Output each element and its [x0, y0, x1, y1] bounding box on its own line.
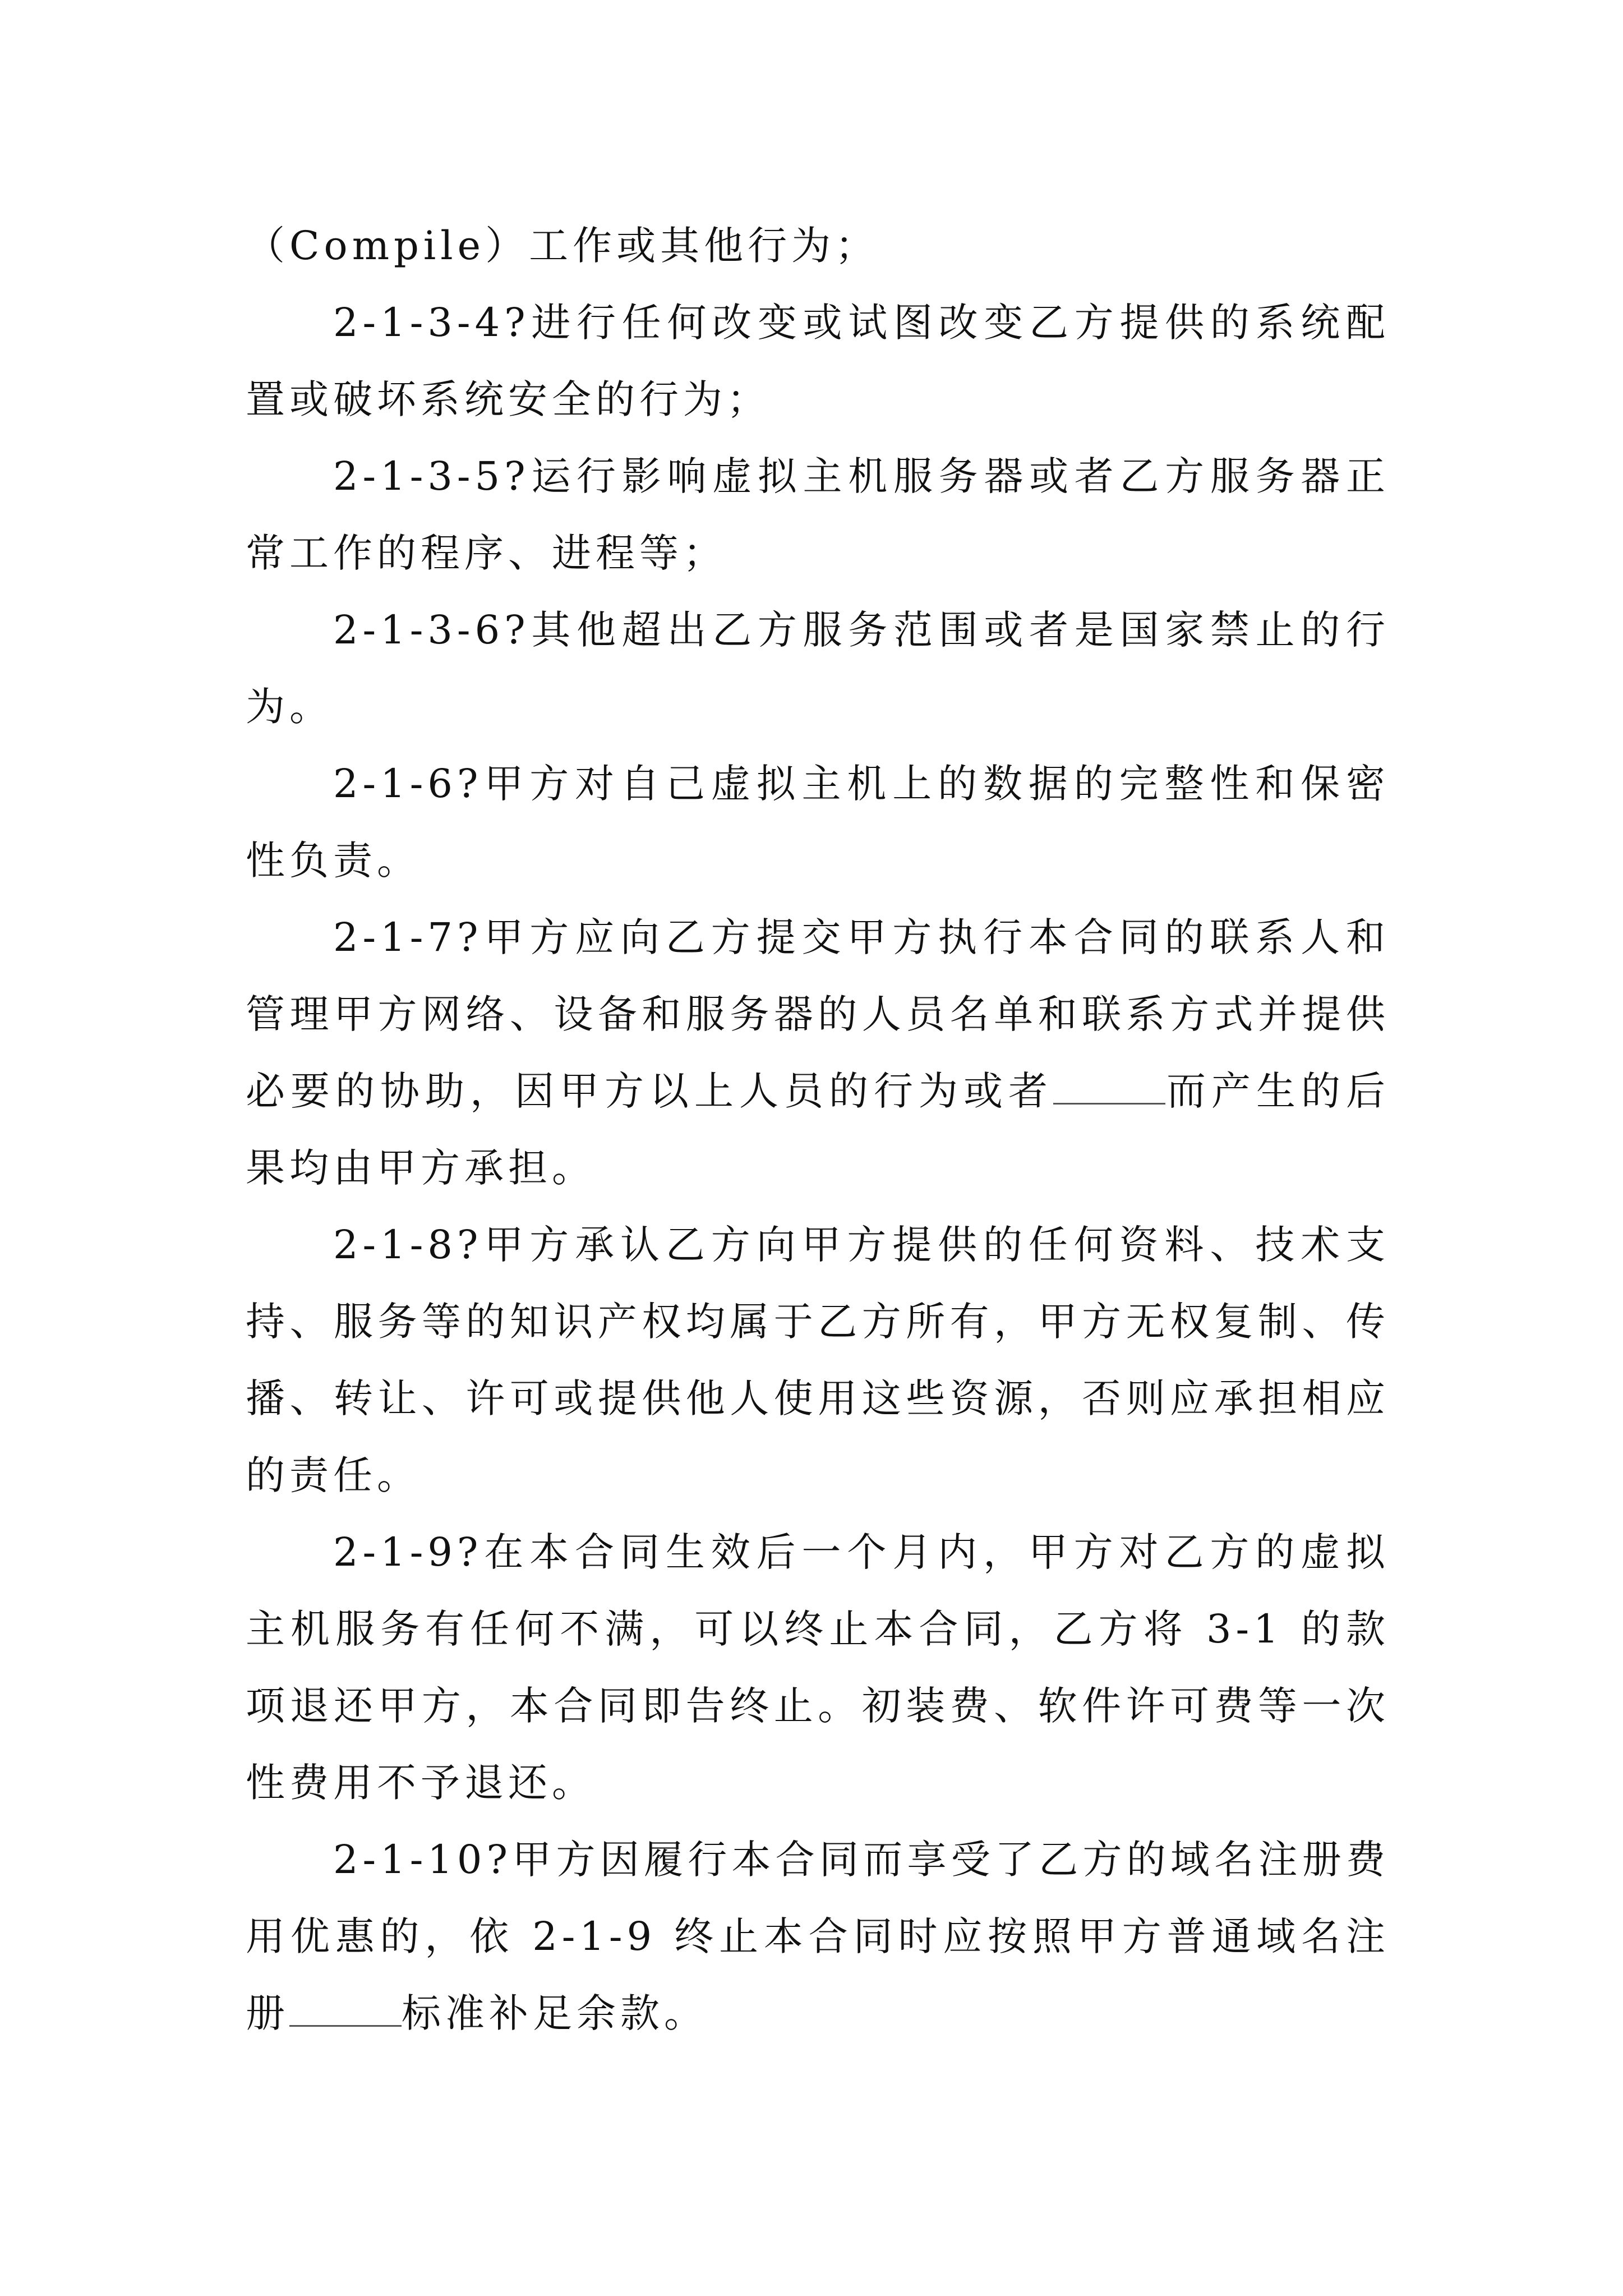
- paragraph-compile-clause: [246, 208, 1390, 284]
- paragraph-text-before-blank: 2-1-7?甲方应向乙方提交甲方执行本合同的联系人和管理甲方网络、设备和服务器的人员名单和联系方式并提供必要的协助，因甲方以上人员的行为或者: [246, 914, 1390, 1114]
- paragraph-2-1-9: [246, 1514, 1390, 1821]
- fill-in-blank: [1053, 1102, 1165, 1105]
- paragraph-2-1-3-5: [246, 438, 1390, 592]
- paragraph-text-after-blank: 标准补足余款。: [402, 1990, 708, 2036]
- document-body: [246, 208, 1390, 2052]
- paragraph-text: 2-1-3-5?运行影响虚拟主机服务器或者乙方服务器正常工作的程序、进程等；: [246, 453, 1390, 576]
- paragraph-text: （Compile）工作或其他行为；: [246, 223, 879, 269]
- paragraph-text: 2-1-8?甲方承认乙方向甲方提供的任何资料、技术支持、服务等的知识产权均属于乙方所有，甲方无权复制、传播、转让、许可或提供他人使用这些资源，否则应承担相应的责任。: [246, 1222, 1390, 1498]
- paragraph-text: 2-1-6?甲方对自己虚拟主机上的数据的完整性和保密性负责。: [246, 761, 1390, 884]
- paragraph-text: 2-1-3-6?其他超出乙方服务范围或者是国家禁止的行为。: [246, 607, 1390, 730]
- paragraph-text: 2-1-9?在本合同生效后一个月内，甲方对乙方的虚拟主机服务有任何不满，可以终止本合同，乙方将 3-1 的款项退还甲方，本合同即告终止。初装费、软件许可费等一次性费用不予退还。: [246, 1529, 1390, 1806]
- paragraph-2-1-3-6: [246, 592, 1390, 746]
- paragraph-2-1-7: [246, 899, 1390, 1207]
- paragraph-text-after-blank: 而产生的后果均由甲方承担。: [246, 1068, 1390, 1191]
- paragraph-2-1-6: [246, 746, 1390, 899]
- paragraph-2-1-10: [246, 1821, 1390, 2052]
- paragraph-text: 2-1-3-4?进行任何改变或试图改变乙方提供的系统配置或破坏系统安全的行为；: [246, 300, 1390, 422]
- paragraph-text-before-blank: 2-1-10?甲方因履行本合同而享受了乙方的域名注册费用优惠的，依 2-1-9 终止本合同时应按照甲方普通域名注册: [246, 1837, 1390, 2036]
- paragraph-2-1-3-4: [246, 284, 1390, 438]
- fill-in-blank: [289, 2024, 402, 2027]
- paragraph-2-1-8: [246, 1207, 1390, 1514]
